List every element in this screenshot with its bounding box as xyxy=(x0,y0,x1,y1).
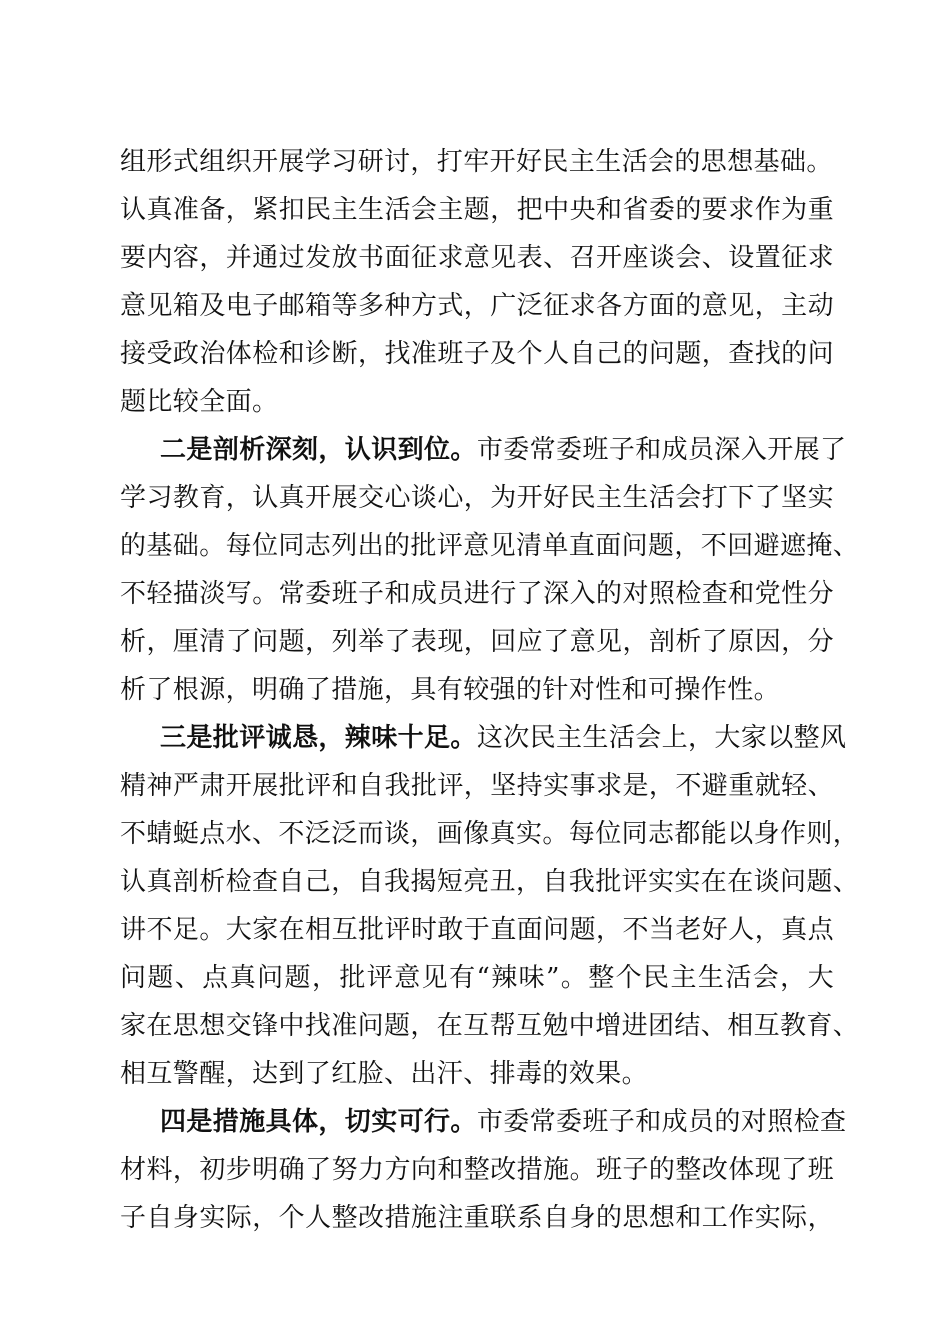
text-line xyxy=(120,522,860,570)
text-line xyxy=(120,282,834,330)
line-text: 题比较全面。 xyxy=(120,387,279,417)
text-line xyxy=(120,954,834,1002)
text-line xyxy=(120,426,847,474)
line-text: 不蜻蜓点水、不泛泛而谈，画像真实。每位同志都能以身作则， xyxy=(120,819,860,849)
line-text: 市委常委班子和成员的对照检查 xyxy=(476,1107,847,1137)
text-line xyxy=(120,330,834,378)
document-body xyxy=(120,138,860,1242)
line-text: 市委常委班子和成员深入开展了 xyxy=(476,435,847,465)
line-text: 的基础。每位同志列出的批评意见清单直面问题，不回避遮掩、 xyxy=(120,531,860,561)
line-text: 问题、点真问题，批评意见有“辣味”。整个民主生活会，大 xyxy=(120,963,834,993)
text-line xyxy=(120,762,834,810)
text-line xyxy=(120,666,834,714)
line-text: 相互警醒，达到了红脸、出汗、排毒的效果。 xyxy=(120,1059,649,1089)
text-line xyxy=(120,234,834,282)
text-line xyxy=(120,1098,847,1146)
line-text: 家在思想交锋中找准问题，在互帮互勉中增进团结、相互教育、 xyxy=(120,1011,860,1041)
text-line xyxy=(120,858,860,906)
text-line xyxy=(120,138,834,186)
text-line xyxy=(120,810,860,858)
line-text: 这次民主生活会上，大家以整风 xyxy=(476,723,847,753)
line-text: 接受政治体检和诊断，找准班子及个人自己的问题，查找的问 xyxy=(120,339,834,369)
line-text: 认真准备，紧扣民主生活会主题，把中央和省委的要求作为重 xyxy=(120,195,834,225)
text-line xyxy=(120,906,834,954)
paragraph-heading: 四是措施具体，切实可行。 xyxy=(160,1107,477,1137)
text-line xyxy=(120,1194,834,1242)
text-line xyxy=(120,1050,834,1098)
text-line xyxy=(120,474,834,522)
line-text: 子自身实际，个人整改措施注重联系自身的思想和工作实际， xyxy=(120,1203,834,1233)
line-text: 认真剖析检查自己，自我揭短亮丑，自我批评实实在在谈问题、 xyxy=(120,867,860,897)
text-line xyxy=(120,1146,834,1194)
line-text: 学习教育，认真开展交心谈心，为开好民主生活会打下了坚实 xyxy=(120,483,834,513)
line-text: 组形式组织开展学习研讨，打牢开好民主生活会的思想基础。 xyxy=(120,147,833,177)
text-line xyxy=(120,714,847,762)
line-text: 析，厘清了问题，列举了表现，回应了意见，剖析了原因，分 xyxy=(120,627,834,657)
line-text: 材料，初步明确了努力方向和整改措施。班子的整改体现了班 xyxy=(120,1155,834,1185)
paragraph-heading: 二是剖析深刻，认识到位。 xyxy=(160,435,477,465)
text-line xyxy=(120,186,834,234)
line-text: 意见箱及电子邮箱等多种方式，广泛征求各方面的意见，主动 xyxy=(120,291,834,321)
text-line xyxy=(120,570,834,618)
text-line xyxy=(120,1002,860,1050)
line-text: 析了根源，明确了措施，具有较强的针对性和可操作性。 xyxy=(120,675,781,705)
text-line xyxy=(120,618,834,666)
text-line xyxy=(120,378,834,426)
line-text: 不轻描淡写。常委班子和成员进行了深入的对照检查和党性分 xyxy=(120,579,834,609)
line-text: 要内容，并通过发放书面征求意见表、召开座谈会、设置征求 xyxy=(120,243,834,273)
line-text: 精神严肃开展批评和自我批评，坚持实事求是，不避重就轻、 xyxy=(120,771,834,801)
paragraph-heading: 三是批评诚恳，辣味十足。 xyxy=(160,723,477,753)
line-text: 讲不足。大家在相互批评时敢于直面问题，不当老好人，真点 xyxy=(120,915,834,945)
